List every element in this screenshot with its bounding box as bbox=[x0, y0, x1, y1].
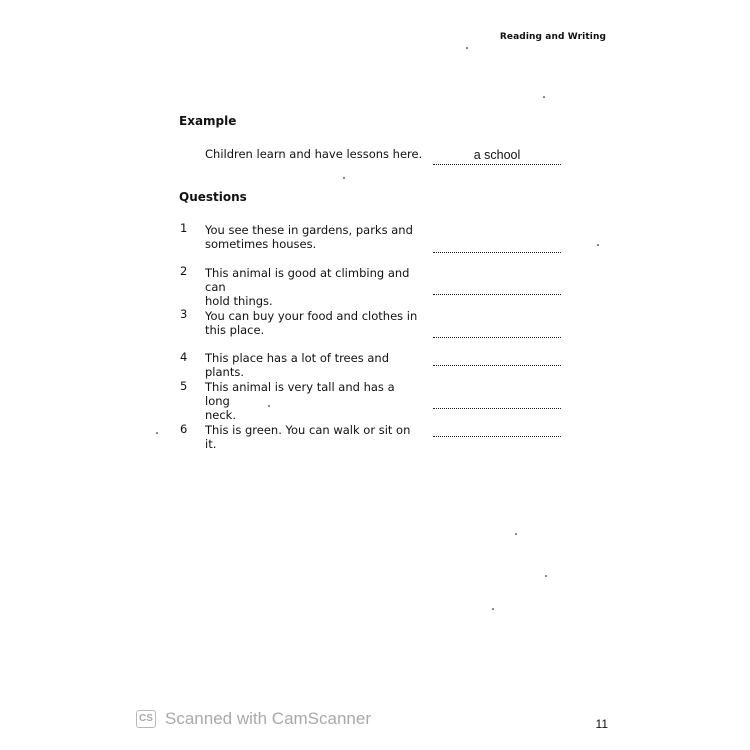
answer-line-4[interactable] bbox=[433, 365, 561, 366]
scan-speck bbox=[597, 244, 599, 246]
question-text bbox=[205, 423, 420, 451]
question-line: This is green. You can walk or sit on it. bbox=[205, 423, 411, 451]
scan-speck bbox=[156, 432, 158, 434]
scan-speck bbox=[268, 405, 270, 407]
question-text bbox=[205, 266, 420, 308]
page-number: 11 bbox=[595, 717, 608, 731]
questions-heading: Questions bbox=[179, 190, 247, 204]
answer-line-6[interactable] bbox=[433, 436, 561, 437]
answer-line-1[interactable] bbox=[433, 252, 561, 253]
question-number: 5 bbox=[180, 379, 188, 393]
example-heading: Example bbox=[179, 114, 237, 128]
question-line: You see these in gardens, parks and bbox=[205, 223, 413, 237]
question-line: This animal is good at climbing and can bbox=[205, 266, 410, 294]
question-line: this place. bbox=[205, 323, 265, 337]
question-line: hold things. bbox=[205, 294, 273, 308]
question-number: 2 bbox=[180, 264, 188, 278]
scan-speck bbox=[545, 575, 547, 577]
question-line: This place has a lot of trees and plants. bbox=[205, 351, 389, 379]
question-number: 6 bbox=[180, 422, 188, 436]
question-number: 1 bbox=[180, 221, 188, 235]
scan-speck bbox=[466, 47, 468, 49]
scanner-watermark-text: Scanned with CamScanner bbox=[165, 709, 372, 728]
question-line: You can buy your food and clothes in bbox=[205, 309, 418, 323]
question-line: sometimes houses. bbox=[205, 237, 317, 251]
example-answer-line bbox=[433, 164, 561, 165]
question-line: neck. bbox=[205, 408, 237, 422]
scan-speck bbox=[543, 96, 545, 98]
scan-speck bbox=[515, 533, 517, 535]
question-number: 3 bbox=[180, 307, 188, 321]
answer-line-2[interactable] bbox=[433, 294, 561, 295]
scan-speck bbox=[343, 177, 345, 179]
scan-speck bbox=[492, 608, 494, 610]
camscanner-logo-icon: CS bbox=[136, 710, 156, 728]
question-text bbox=[205, 380, 420, 422]
question-number: 4 bbox=[180, 350, 188, 364]
answer-line-3[interactable] bbox=[433, 337, 561, 338]
page-header-title: Reading and Writing bbox=[499, 32, 606, 42]
example-question-text: Children learn and have lessons here. bbox=[205, 147, 423, 161]
answer-line-5[interactable] bbox=[433, 408, 561, 409]
example-answer-text: a school bbox=[473, 148, 521, 162]
question-text bbox=[205, 309, 420, 337]
question-line: This animal is very tall and has a long bbox=[205, 380, 395, 408]
question-text bbox=[205, 223, 420, 251]
question-text bbox=[205, 351, 420, 379]
